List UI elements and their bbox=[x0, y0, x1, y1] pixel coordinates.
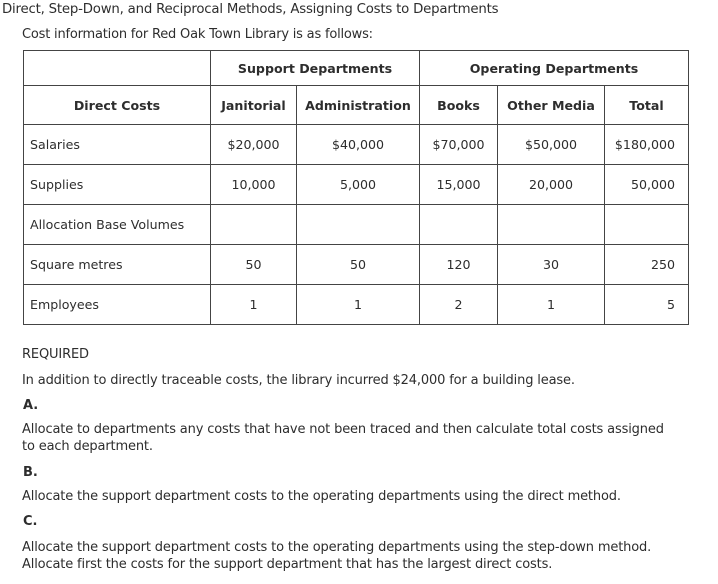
column-header-row bbox=[24, 86, 689, 125]
cell-administration: 5,000 bbox=[297, 165, 420, 205]
col-header-janitorial: Janitorial bbox=[211, 86, 297, 125]
cell-janitorial: 10,000 bbox=[211, 165, 297, 205]
row-label: Allocation Base Volumes bbox=[24, 205, 211, 245]
cell-books bbox=[420, 205, 498, 245]
cell-books: 15,000 bbox=[420, 165, 498, 205]
cell-janitorial: $20,000 bbox=[211, 125, 297, 165]
cell-janitorial: 1 bbox=[211, 285, 297, 325]
cell-administration: $40,000 bbox=[297, 125, 420, 165]
col-header-administration: Administration bbox=[297, 86, 420, 125]
blank-corner-cell bbox=[24, 51, 211, 86]
col-header-total: Total bbox=[605, 86, 689, 125]
cell-administration bbox=[297, 205, 420, 245]
row-label: Employees bbox=[24, 285, 211, 325]
cell-total: 5 bbox=[605, 285, 689, 325]
table-row bbox=[24, 285, 689, 325]
row-label: Square metres bbox=[24, 245, 211, 285]
cell-janitorial bbox=[211, 205, 297, 245]
row-label: Salaries bbox=[24, 125, 211, 165]
cell-books: 2 bbox=[420, 285, 498, 325]
part-b-label: B. bbox=[23, 465, 38, 480]
part-c-label: C. bbox=[23, 514, 38, 529]
part-c-text: Allocate the support department costs to the operating departments using the step-down method. Allocate first the costs for the support department that has the largest direct costs. bbox=[22, 540, 652, 572]
cell-administration: 1 bbox=[297, 285, 420, 325]
cost-table bbox=[23, 50, 689, 325]
cell-total: 250 bbox=[605, 245, 689, 285]
cell-other-media: 30 bbox=[498, 245, 605, 285]
part-a-text: Allocate to departments any costs that have not been traced and then calculate total costs assigned to each department. bbox=[22, 422, 664, 454]
group-header-row bbox=[24, 51, 689, 86]
table-row bbox=[24, 125, 689, 165]
page-title: Direct, Step-Down, and Reciprocal Methods, Assigning Costs to Departments bbox=[2, 2, 499, 17]
cell-books: 120 bbox=[420, 245, 498, 285]
cell-other-media: 1 bbox=[498, 285, 605, 325]
col-header-other-media: Other Media bbox=[498, 86, 605, 125]
table-row bbox=[24, 245, 689, 285]
cell-books: $70,000 bbox=[420, 125, 498, 165]
table-row bbox=[24, 165, 689, 205]
col-header-direct-costs: Direct Costs bbox=[24, 86, 211, 125]
cell-other-media: $50,000 bbox=[498, 125, 605, 165]
required-lead-text: In addition to directly traceable costs, the library incurred $24,000 for a building lease. bbox=[22, 373, 575, 388]
cell-total bbox=[605, 205, 689, 245]
cell-janitorial: 50 bbox=[211, 245, 297, 285]
table-row bbox=[24, 205, 689, 245]
cell-other-media: 20,000 bbox=[498, 165, 605, 205]
cell-other-media bbox=[498, 205, 605, 245]
support-departments-header: Support Departments bbox=[211, 51, 420, 86]
part-b-text: Allocate the support department costs to the operating departments using the direct method. bbox=[22, 489, 621, 504]
col-header-books: Books bbox=[420, 86, 498, 125]
cell-total: 50,000 bbox=[605, 165, 689, 205]
cell-administration: 50 bbox=[297, 245, 420, 285]
operating-departments-header: Operating Departments bbox=[420, 51, 689, 86]
required-heading: REQUIRED bbox=[22, 347, 89, 362]
intro-text: Cost information for Red Oak Town Library is as follows: bbox=[22, 27, 373, 42]
row-label: Supplies bbox=[24, 165, 211, 205]
part-a-label: A. bbox=[23, 398, 39, 413]
cell-total: $180,000 bbox=[605, 125, 689, 165]
